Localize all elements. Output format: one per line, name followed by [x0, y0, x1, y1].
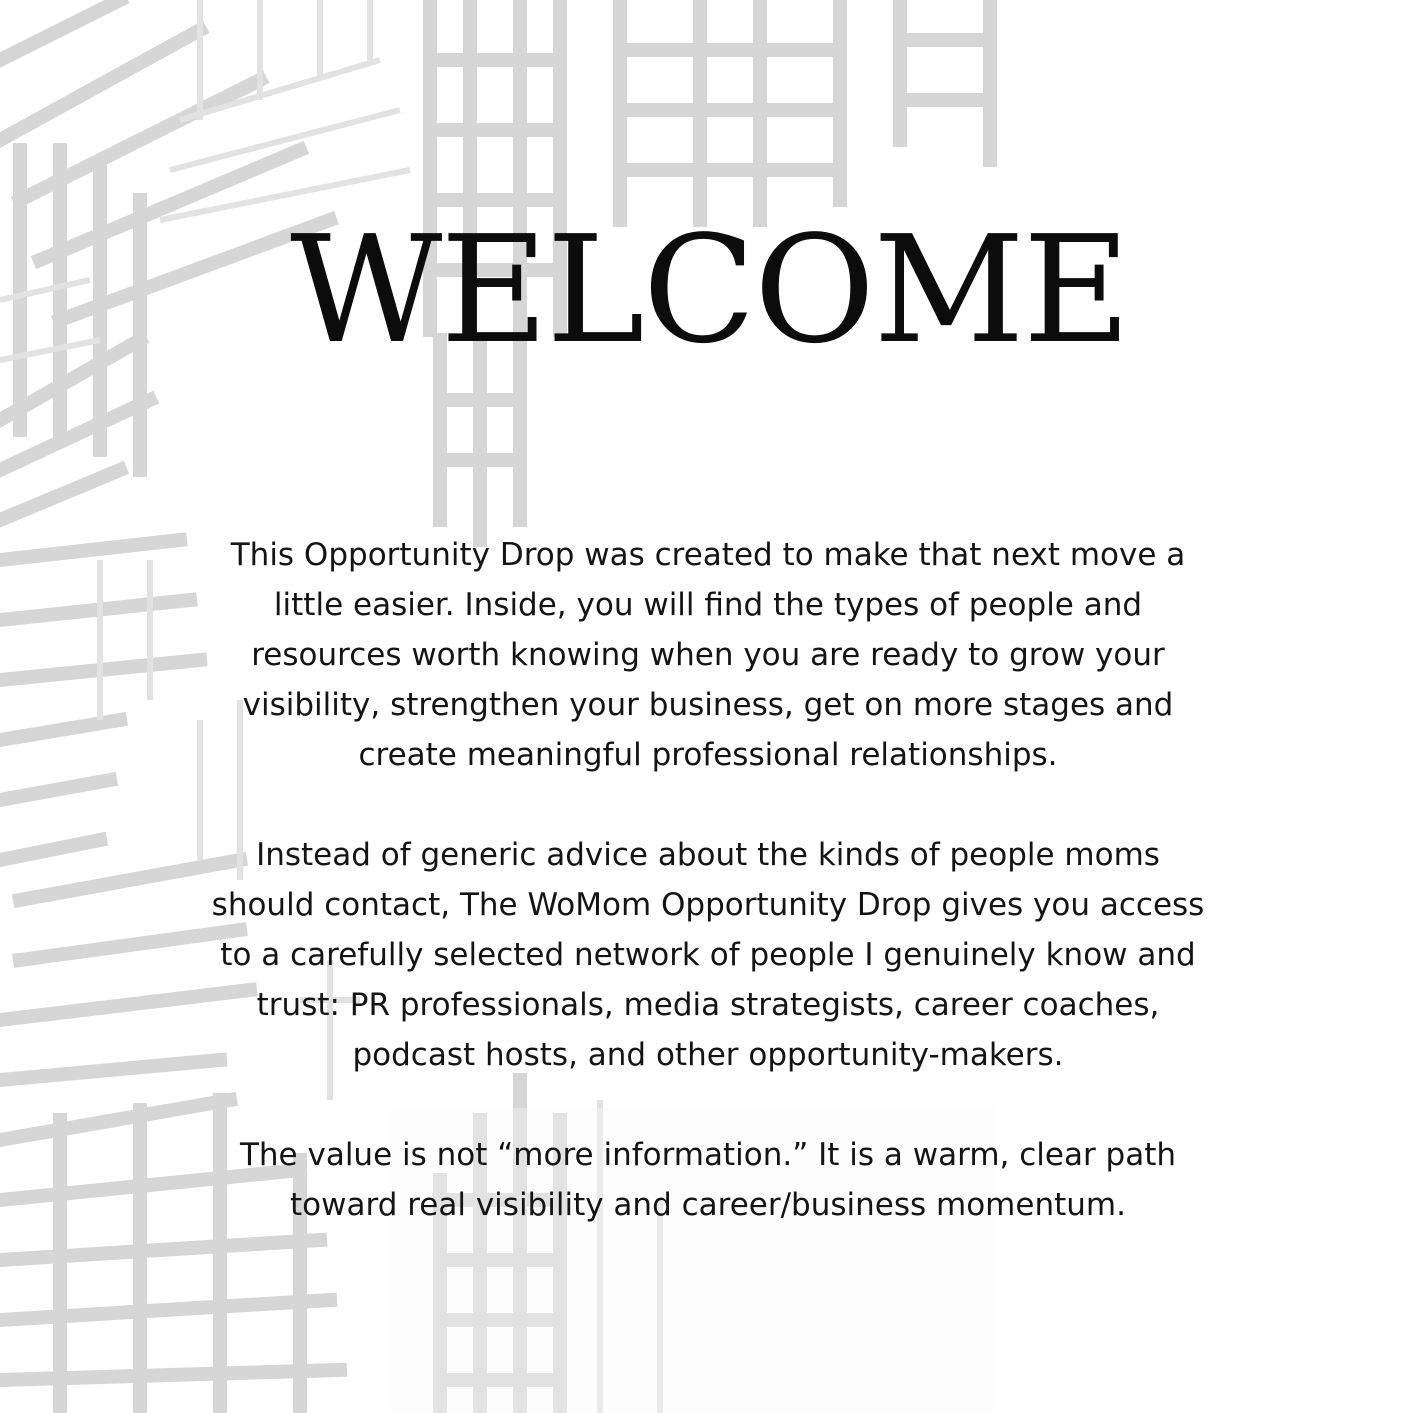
- network-paragraph: Instead of generic advice about the kinds of people moms should contact, The WoMom Opportunity Drop gives you access to a carefully selected network of people I genuinely know and trust: PR professionals, media strategists, career coaches, podcast hosts, and other opportunity-makers.: [211, 837, 1205, 1073]
- page-title: WELCOME: [290, 204, 1129, 376]
- value-paragraph: The value is not “more information.” It is a warm, clear path toward real visibility and career/business momentum.: [239, 1137, 1177, 1223]
- welcome-body-text: [206, 530, 1210, 1280]
- intro-paragraph: This Opportunity Drop was created to make that next move a little easier. Inside, you will find the types of people and resources worth knowing when you are ready to grow your visibility, strengthen your business, get on more stages and create meaningful professional relationships.: [230, 537, 1186, 773]
